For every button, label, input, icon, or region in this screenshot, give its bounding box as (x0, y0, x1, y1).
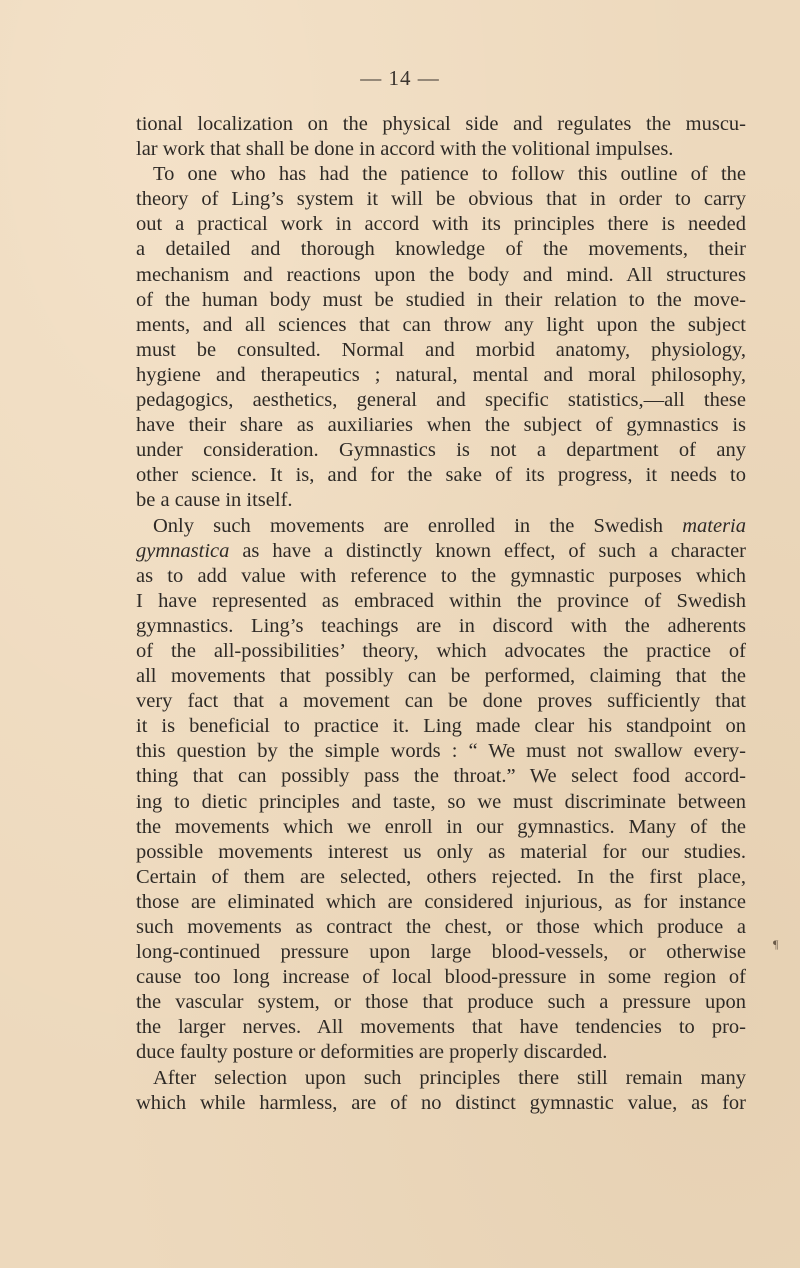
text-line: thing that can possibly pass the throat.” We select food accord- (136, 765, 746, 788)
text-line: which while harmless, are of no distinct gymnastic value, as for (136, 1091, 746, 1114)
text-line: hygiene and therapeutics ; natural, mental and moral philosophy, (136, 363, 746, 386)
text-line: duce faulty posture or deformities are properly discarded. (136, 1041, 608, 1064)
text-line: cause too long increase of local blood-pressure in some region of (136, 966, 746, 989)
text-line: lar work that shall be done in accord with the volitional impulses. (136, 138, 674, 161)
text-line: such movements as contract the chest, or those which produce a (136, 916, 746, 938)
text-line: other science. It is, and for the sake of its progress, it needs to (136, 464, 746, 487)
text-line: ing to dietic principles and taste, so we must discriminate between (136, 790, 746, 813)
text-line: must be consulted. Normal and morbid anatomy, physiology, (136, 338, 746, 361)
text-line: ments, and all sciences that can throw any light upon the subject (136, 313, 746, 336)
text-line: be a cause in itself. (136, 489, 293, 512)
page-number: — 14 — (360, 66, 440, 90)
body-text (136, 112, 746, 1116)
text-line: the movements which we enroll in our gymnastics. Many of the (136, 815, 746, 838)
paragraph-start-line: To one who has had the patience to follow this outline of the (153, 163, 746, 186)
text-line: of the all-possibilities’ theory, which advocates the practice of (136, 639, 746, 662)
text-line: tional localization on the physical side and regulates the muscu- (136, 113, 746, 135)
text-segment: as have a distinctly known effect, of such a character (229, 539, 746, 562)
text-line: a detailed and thorough knowledge of the movements, their (136, 238, 746, 261)
text-line: as to add value with reference to the gymnastic purposes which (136, 564, 746, 587)
text-line: this question by the simple words : “ We must not swallow every- (136, 740, 746, 763)
text-line: the larger nerves. All movements that have tendencies to pro- (136, 1016, 746, 1039)
italic-term: gymnastica (136, 539, 230, 562)
text-line (136, 539, 746, 564)
text-line: under consideration. Gymnastics is not a department of any (136, 439, 746, 462)
paragraph-start-line: After selection upon such principles there still remain many (153, 1066, 746, 1089)
italic-term: materia (682, 514, 746, 537)
text-line: Certain of them are selected, others rejected. In the first place, (136, 865, 746, 888)
text-line: gymnastics. Ling’s teachings are in discord with the adherents (136, 614, 746, 637)
text-line: possible movements interest us only as material for our studies. (136, 840, 746, 863)
text-line: out a practical work in accord with its principles there is needed (136, 213, 746, 236)
text-segment: Only such movements are enrolled in the Swedish (153, 514, 683, 537)
text-line: have their share as auxiliaries when the subject of gymnastics is (136, 414, 746, 437)
text-line: mechanism and reactions upon the body and mind. All structures (136, 263, 746, 286)
text-line: very fact that a movement can be done proves sufficiently that (136, 690, 746, 713)
text-line: pedagogics, aesthetics, general and specific statistics,—all these (136, 389, 746, 412)
text-line: I have represented as embraced within the province of Swedish (136, 589, 746, 612)
text-line: of the human body must be studied in their relation to the move- (136, 288, 746, 311)
text-line: it is beneficial to practice it. Ling made clear his standpoint on (136, 715, 746, 738)
text-line: the vascular system, or those that produce such a pressure upon (136, 991, 746, 1014)
margin-mark: ¶ (773, 937, 779, 951)
text-line: all movements that possibly can be performed, claiming that the (136, 665, 746, 688)
text-line: theory of Ling’s system it will be obvious that in order to carry (136, 188, 746, 211)
text-line: those are eliminated which are considered injurious, as for instance (136, 890, 746, 913)
text-line: long-continued pressure upon large blood-vessels, or otherwise (136, 941, 746, 964)
paragraph-start-line (136, 514, 746, 539)
